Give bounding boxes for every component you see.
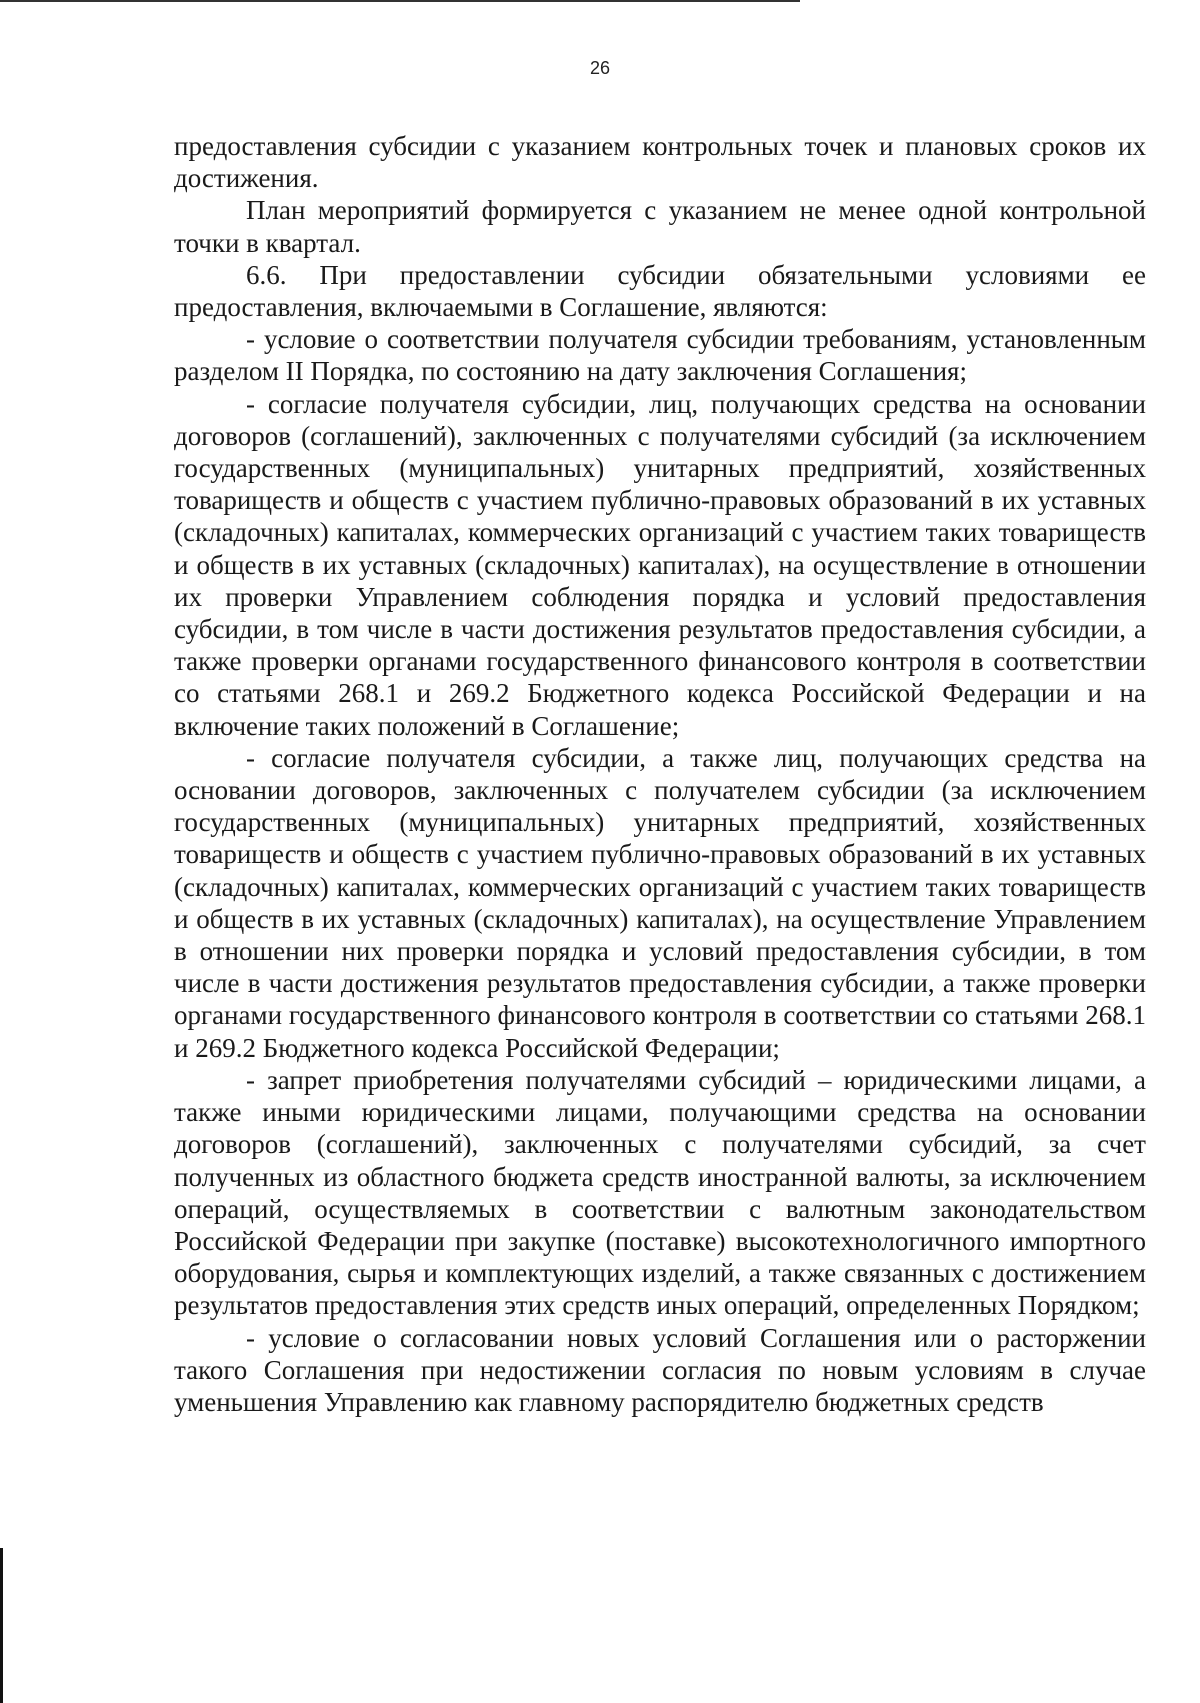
list-item-condition-compliance: - условие о соответствии получателя субсидии требованиям, установленным разделом II Порядка, по состоянию на дату заключения Соглашения; — [174, 324, 1146, 387]
list-item-consent-recipients: - согласие получателя субсидии, лиц, получающих средства на основании договоров (соглашений), заключенных с получателями субсидий (за исключением государственных (муниципальных) унитарных предприятий, хозяйственных товариществ и обществ с участием публично-правовых образований в их уставных (складочных) капиталах, коммерческих организаций с участием таких товариществ и обществ в их уставных (складочных) капиталах), на осуществление в отношении их проверки Управлением соблюдения порядка и условий предоставления субсидии, в том числе в части достижения результатов предоставления субсидии, а также проверки органами государственного финансового контроля в соответствии со статьями 268.1 и 269.2 Бюджетного кодекса Российской Федерации и на включение таких положений в Соглашение; — [174, 388, 1146, 741]
paragraph-continuation: предоставления субсидии с указанием контрольных точек и плановых сроков их достижения. — [174, 131, 1146, 194]
list-item-new-conditions: - условие о согласовании новых условий Соглашения или о расторжении такого Соглашения при недостижении согласия по новым условиям в случае уменьшения Управлению как главному распорядителю бюджетных средств — [174, 1322, 1146, 1417]
scan-top-edge — [0, 0, 800, 2]
page-number: 26 — [589, 58, 611, 78]
document-body — [174, 130, 1146, 1418]
list-item-consent-recipient: - согласие получателя субсидии, а также лиц, получающих средства на основании договоров, заключенных с получателем субсидии (за исключением государственных (муниципальных) унитарных предприятий, хозяйственных товариществ и обществ с участием публично-правовых образований в их уставных (складочных) капиталах, коммерческих организаций с участием таких товариществ и обществ в их уставных (складочных) капиталах), на осуществление Управлением в отношении них проверки порядка и условий предоставления субсидии, в том числе в части достижения результатов предоставления субсидии, а также проверки органами государственного финансового контроля в соответствии со статьями 268.1 и 269.2 Бюджетного кодекса Российской Федерации; — [174, 742, 1146, 1063]
list-item-currency-ban: - запрет приобретения получателями субсидий – юридическими лицами, а также иными юридическими лицами, получающими средства на основании договоров (соглашений), заключенных с получателями субсидий, за счет полученных из областного бюджета средств иностранной валюты, за исключением операций, осуществляемых в соответствии с валютным законодательством Российской Федерации при закупке (поставке) высокотехнологичного импортного оборудования, сырья и комплектующих изделий, а также связанных с достижением результатов предоставления этих средств иных операций, определенных Порядком; — [174, 1064, 1146, 1321]
paragraph-plan: План мероприятий формируется с указанием не менее одной контрольной точки в квартал. — [174, 195, 1146, 258]
paragraph-6-6: 6.6. При предоставлении субсидии обязательными условиями ее предоставления, включаемыми в Соглашение, являются: — [174, 259, 1146, 323]
scan-left-edge — [0, 1548, 3, 1703]
